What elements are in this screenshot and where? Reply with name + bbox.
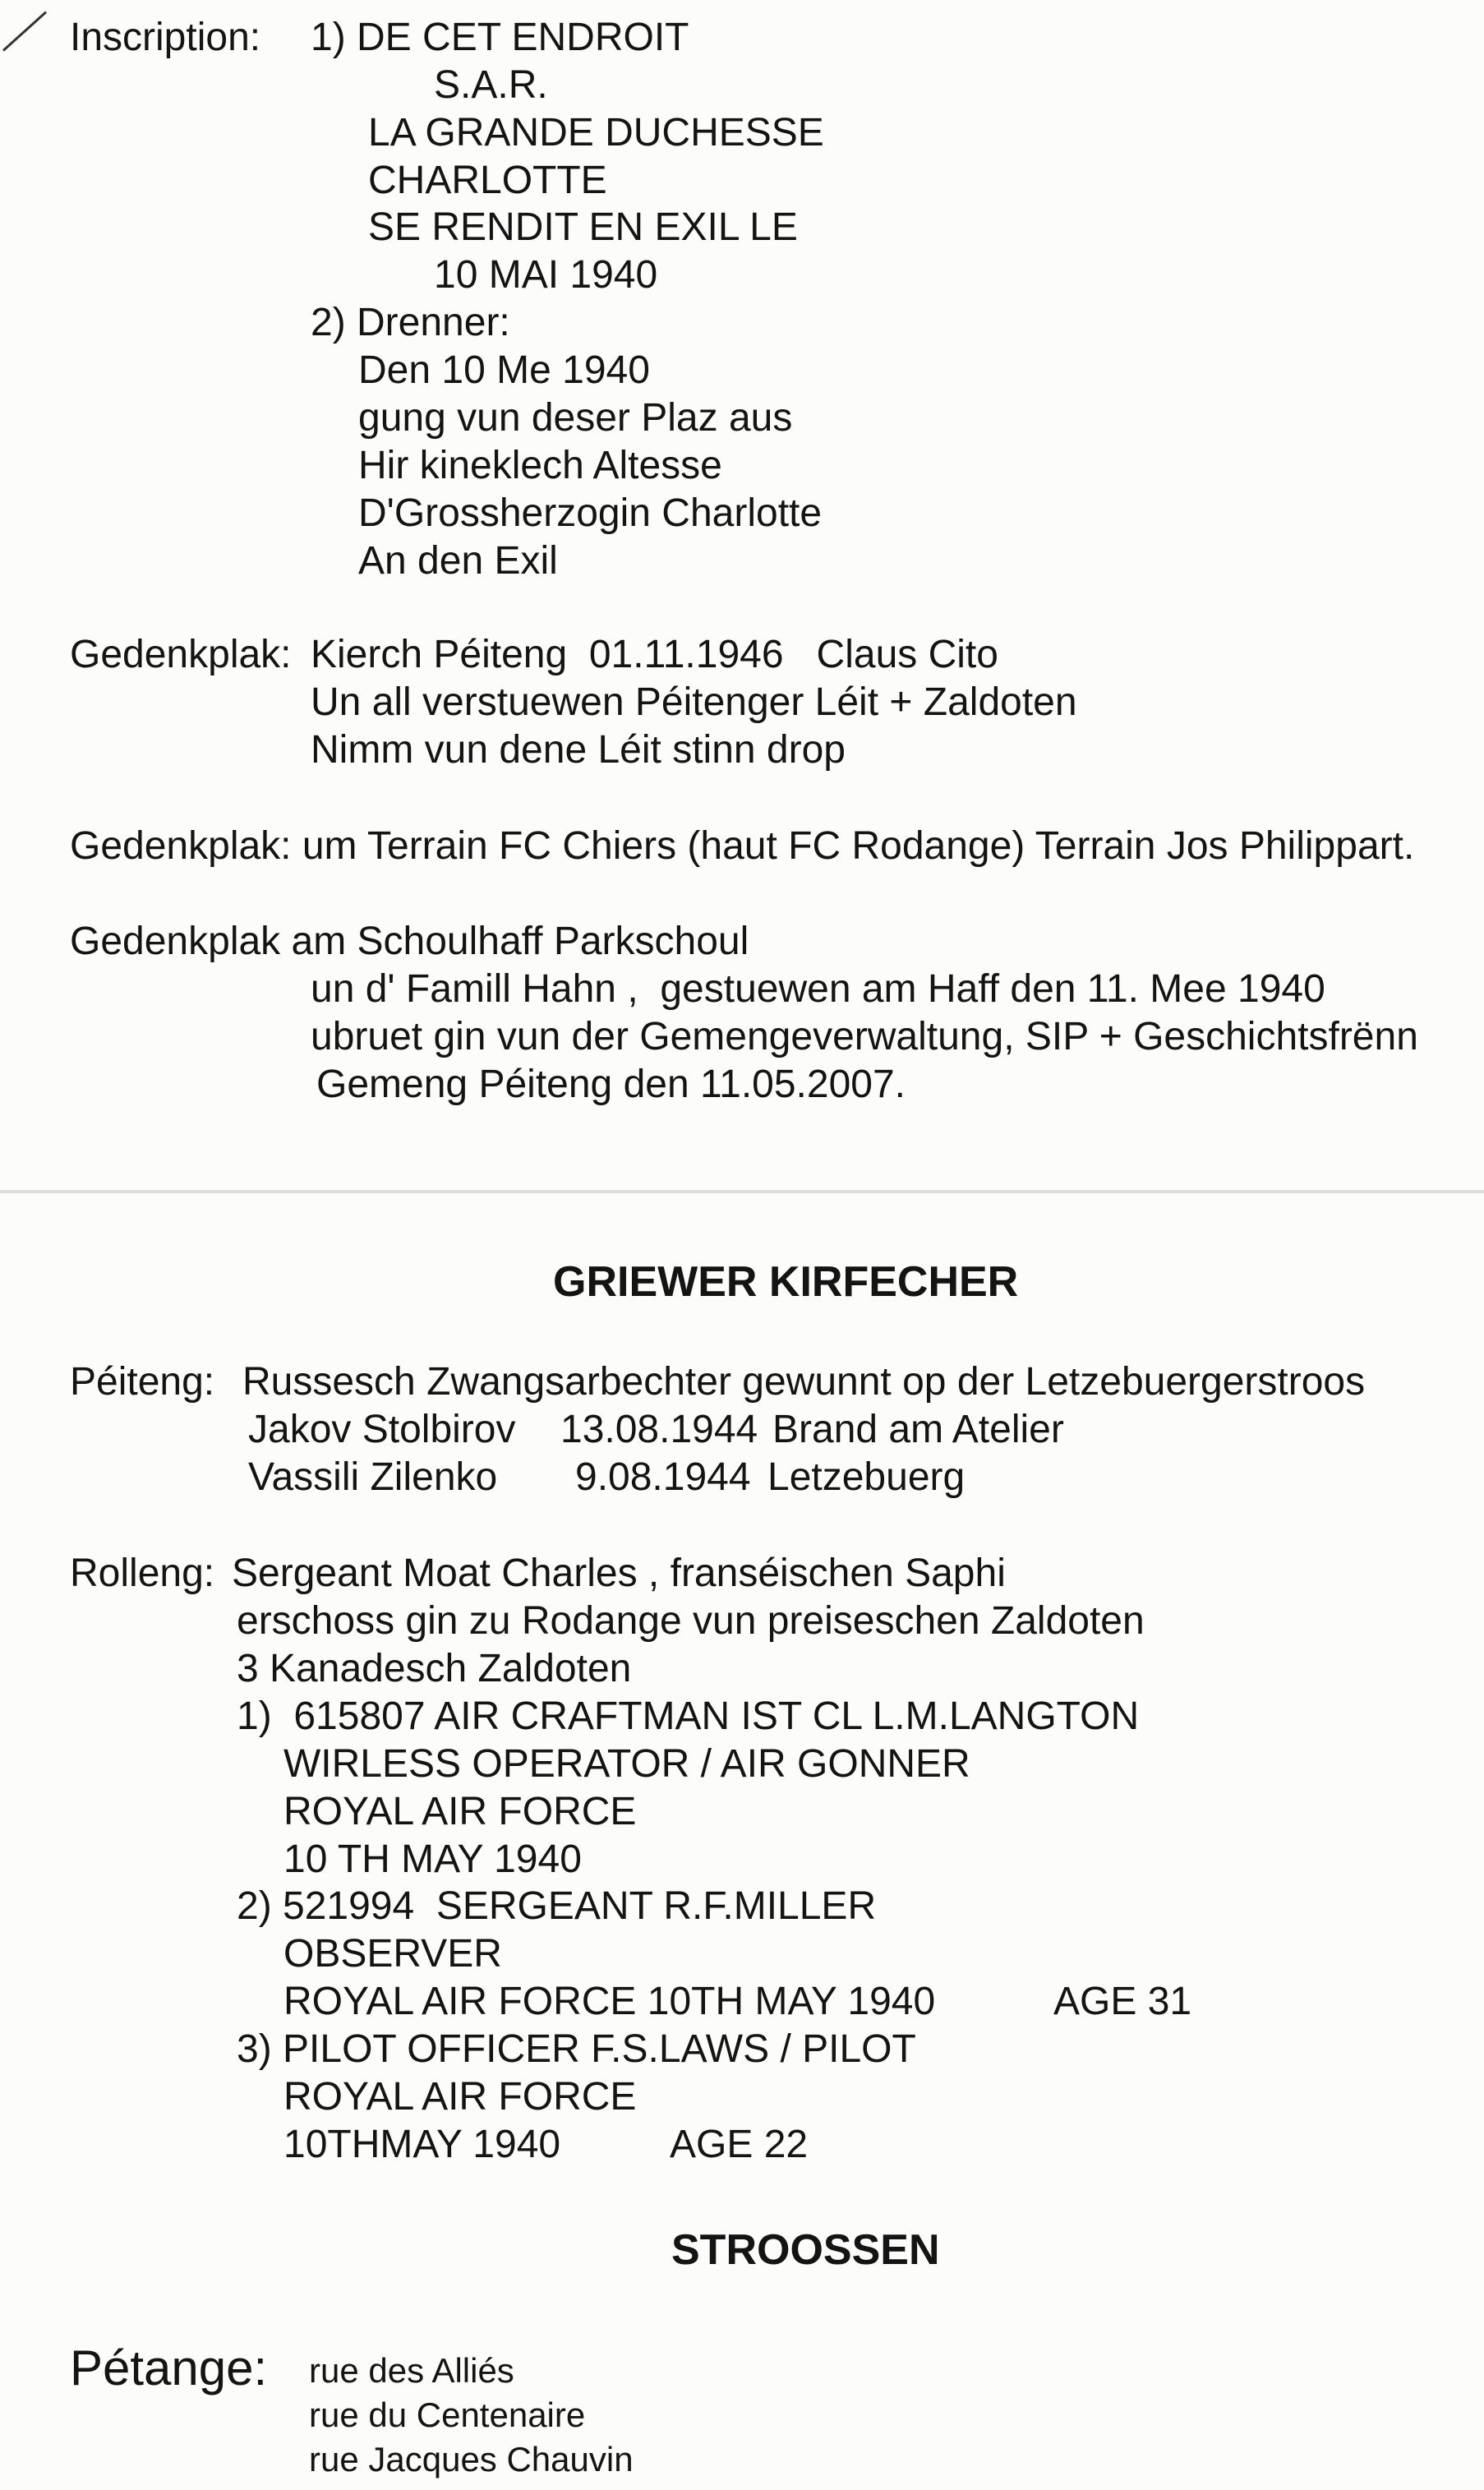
petange-label: Pétange:	[70, 2340, 268, 2395]
rolleng-label: Rolleng:	[70, 1552, 215, 1595]
rolleng-line-3: 3 Kanadesch Zaldoten	[237, 1647, 632, 1690]
rolleng-age-31: AGE 31	[1053, 1980, 1192, 2023]
gedenkplak1-line-2: Un all verstuewen Péitenger Léit + Zaldoten	[311, 680, 1077, 724]
inscription-line-7: 2) Drenner:	[311, 301, 510, 344]
heading-stroossen: STROOSSEN	[671, 2226, 940, 2274]
petange-street-1: rue des Alliés	[309, 2351, 514, 2390]
fold-smudge	[0, 1190, 1484, 1193]
corner-mark	[2, 12, 47, 52]
petange-street-3: rue Jacques Chauvin	[309, 2440, 634, 2478]
peiteng-entry-1-place: Brand am Atelier	[772, 1408, 1064, 1451]
peiteng-entry-2-place: Letzebuerg	[767, 1455, 966, 1499]
peiteng-entry-1-name: Jakov Stolbirov	[248, 1408, 516, 1451]
rolleng-line-5: WIRLESS OPERATOR / AIR GONNER	[283, 1742, 970, 1786]
rolleng-line-13: ROYAL AIR FORCE	[283, 2075, 637, 2119]
inscription-line-8: Den 10 Me 1940	[358, 348, 650, 392]
inscription-line-1: 1) DE CET ENDROIT	[311, 16, 689, 59]
gedenkplak1-label: Gedenkplak:	[70, 633, 292, 676]
inscription-line-3: LA GRANDE DUCHESSE	[368, 111, 824, 154]
gedenkplak3-line-2: ubruet gin vun der Gemengeverwaltung, SIP + Geschichtsfrënn	[311, 1015, 1418, 1058]
inscription-line-2: S.A.R.	[434, 63, 548, 107]
inscription-line-10: Hir kineklech Altesse	[358, 444, 722, 487]
rolleng-line-8: 2) 521994 SERGEANT R.F.MILLER	[237, 1884, 877, 1928]
rolleng-age-22: AGE 22	[670, 2123, 809, 2166]
rolleng-line-12: 3) PILOT OFFICER F.S.LAWS / PILOT	[237, 2027, 916, 2071]
peiteng-entry-1-date: 13.08.1944	[560, 1408, 758, 1451]
rolleng-line-9: OBSERVER	[283, 1932, 502, 1976]
inscription-line-11: D'Grossherzogin Charlotte	[358, 491, 823, 535]
inscription-line-4: CHARLOTTE	[368, 159, 607, 202]
rolleng-line-7: 10 TH MAY 1940	[283, 1838, 582, 1881]
inscription-line-6: 10 MAI 1940	[434, 253, 658, 297]
petange-street-2: rue du Centenaire	[309, 2395, 586, 2434]
gedenkplak3-line-3: Gemeng Péiteng den 11.05.2007.	[316, 1063, 906, 1106]
gedenkplak1-line-1: Kierch Péiteng 01.11.1946 Claus Cito	[311, 633, 998, 676]
inscription-line-12: An den Exil	[358, 539, 558, 583]
inscription-line-9: gung vun deser Plaz aus	[358, 396, 793, 440]
rolleng-line-6: ROYAL AIR FORCE	[283, 1790, 637, 1833]
inscription-line-5: SE RENDIT EN EXIL LE	[368, 205, 798, 249]
rolleng-line-10: ROYAL AIR FORCE 10TH MAY 1940	[283, 1980, 936, 2023]
peiteng-entry-2-date: 9.08.1944	[575, 1455, 751, 1499]
peiteng-label: Péiteng:	[70, 1360, 215, 1404]
gedenkplak2-line: Gedenkplak: um Terrain FC Chiers (haut FC Rodange) Terrain Jos Philippart.	[70, 824, 1415, 868]
peiteng-entry-2-name: Vassili Zilenko	[248, 1455, 498, 1499]
heading-griewer-kirfecher: GRIEWER KIRFECHER	[553, 1258, 1019, 1306]
gedenkplak3-line-1: un d' Famill Hahn , gestuewen am Haff den 11. Mee 1940	[311, 967, 1325, 1011]
rolleng-line-4: 1) 615807 AIR CRAFTMAN IST CL L.M.LANGTON	[237, 1695, 1140, 1738]
inscription-label: Inscription:	[70, 16, 261, 59]
rolleng-line-2: erschoss gin zu Rodange vun preiseschen Zaldoten	[237, 1599, 1145, 1643]
peiteng-line: Russesch Zwangsarbechter gewunnt op der Letzebuergerstroos	[242, 1360, 1366, 1404]
gedenkplak1-line-3: Nimm vun dene Léit stinn drop	[311, 728, 846, 772]
rolleng-line-14: 10THMAY 1940	[283, 2123, 561, 2166]
rolleng-line-1: Sergeant Moat Charles , franséischen Saphi	[232, 1552, 1006, 1595]
gedenkplak3-line: Gedenkplak am Schoulhaff Parkschoul	[70, 920, 749, 963]
